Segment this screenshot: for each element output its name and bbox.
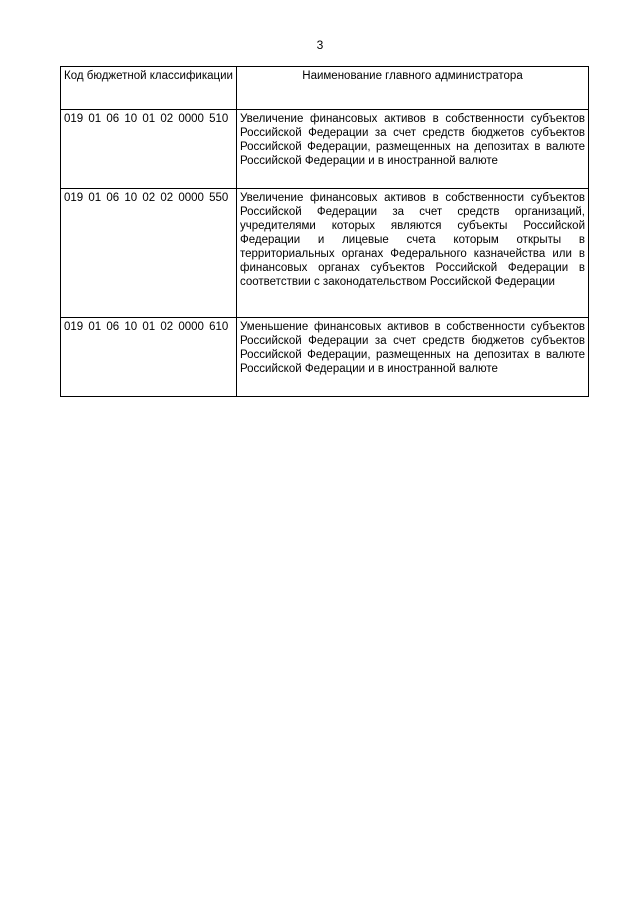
table-row bbox=[61, 189, 589, 318]
header-administrator-name: Наименование главного администратора bbox=[237, 67, 589, 110]
table-row bbox=[61, 110, 589, 189]
page-number: 3 bbox=[316, 38, 324, 52]
budget-classification-table bbox=[60, 66, 589, 397]
administrator-name-cell: Уменьшение финансовых активов в собственности субъектов Российской Федерации за счет средств бюджетов субъектов Российской Федерации, размещенных на депозитах в валюте Российской Федерации и в иностранной валюте bbox=[237, 318, 589, 397]
administrator-name-cell: Увеличение финансовых активов в собственности субъектов Российской Федерации за счет средств бюджетов субъектов Российской Федерации, размещенных на депозитах в валюте Российской Федерации и в иностранной валюте bbox=[237, 110, 589, 189]
administrator-name-cell: Увеличение финансовых активов в собственности субъектов Российской Федерации за счет средств организаций, учредителями которых являются субъекты Российской Федерации и лицевые счета которым открыты в территориальных органах Федерального казначейства или в финансовых органах субъектов Российской Федерации в соответствии с законодательством Российской Федерации bbox=[237, 189, 589, 318]
budget-code-cell: 019 01 06 10 01 02 0000 610 bbox=[61, 318, 237, 397]
table-row bbox=[61, 318, 589, 397]
header-budget-code: Код бюджетной классификации bbox=[61, 67, 237, 110]
budget-code-cell: 019 01 06 10 01 02 0000 510 bbox=[61, 110, 237, 189]
table-header-row bbox=[61, 67, 589, 110]
budget-code-cell: 019 01 06 10 02 02 0000 550 bbox=[61, 189, 237, 318]
